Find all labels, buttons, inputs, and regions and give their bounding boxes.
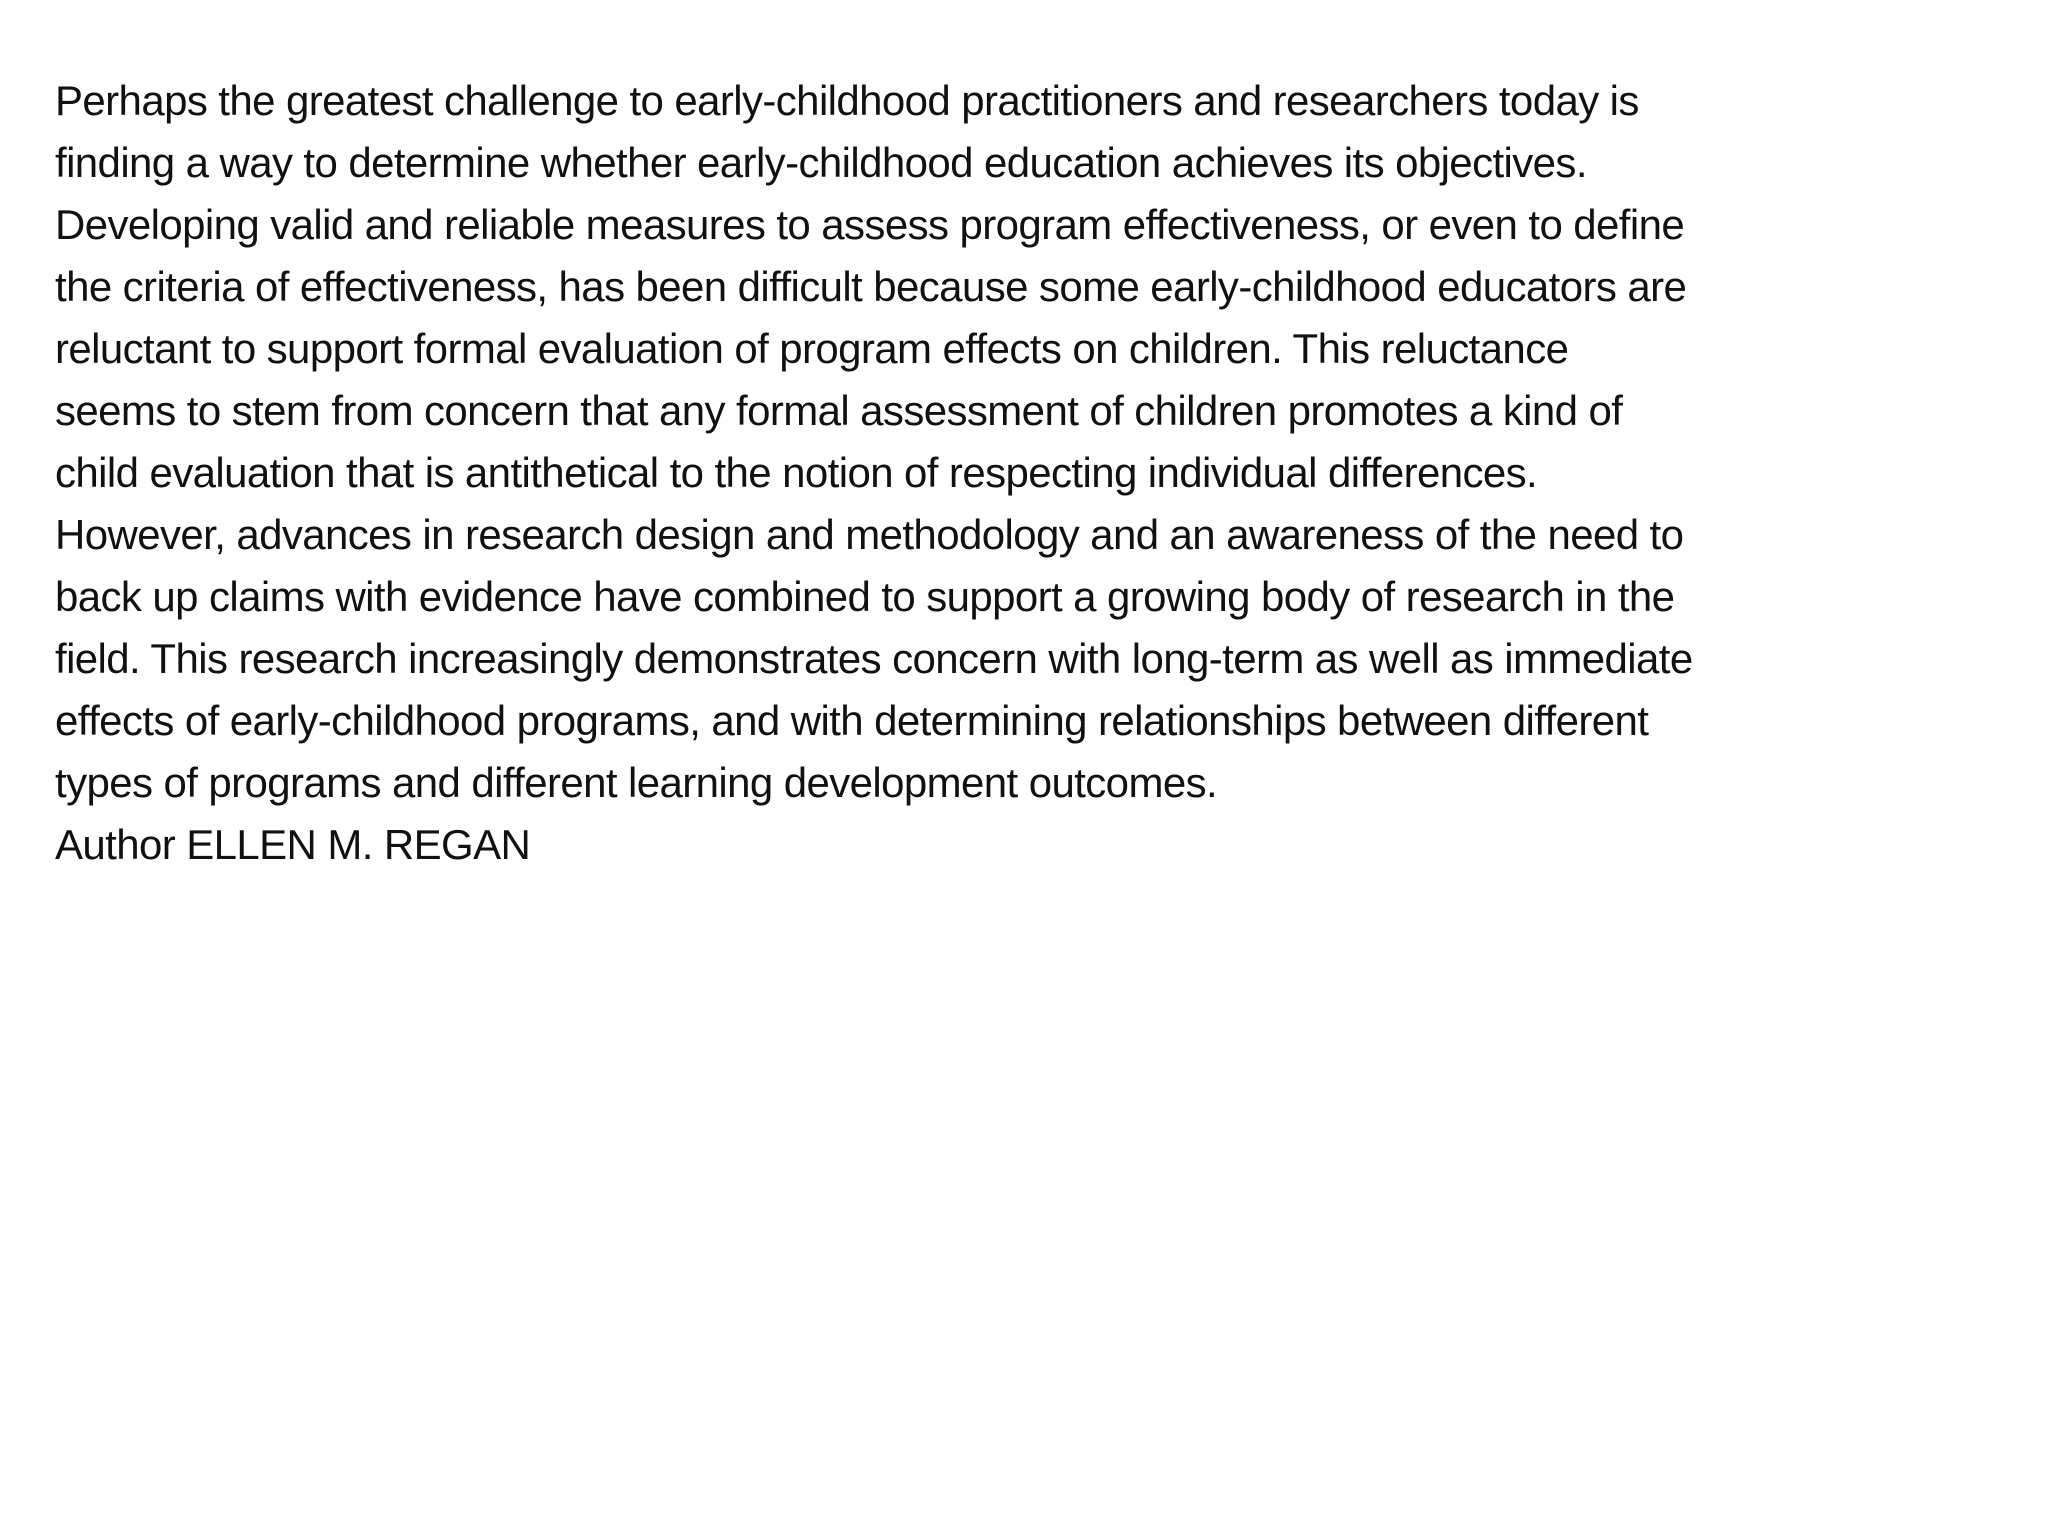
passage-line-10: field. This research increasingly demonstrates concern with long-term as well as immediate: [55, 635, 1693, 682]
passage-line-9: back up claims with evidence have combined to support a growing body of research in the: [55, 573, 1675, 620]
passage-line-4: the criteria of effectiveness, has been difficult because some early-childhood educators are: [55, 263, 1687, 310]
passage-line-11: effects of early-childhood programs, and with determining relationships between different: [55, 697, 1649, 744]
passage-line-2: finding a way to determine whether early-childhood education achieves its objectives.: [55, 139, 1587, 186]
author-line: Author ELLEN M. REGAN: [55, 821, 531, 868]
passage-line-8: However, advances in research design and methodology and an awareness of the need to: [55, 511, 1684, 558]
passage-line-12: types of programs and different learning development outcomes.: [55, 759, 1218, 806]
passage-line-3: Developing valid and reliable measures to assess program effectiveness, or even to define: [55, 201, 1685, 248]
passage-text: [55, 70, 2045, 876]
passage-line-7: child evaluation that is antithetical to the notion of respecting individual differences.: [55, 449, 1538, 496]
passage-line-1: Perhaps the greatest challenge to early-childhood practitioners and researchers today is: [55, 77, 1639, 124]
passage-line-5: reluctant to support formal evaluation of program effects on children. This reluctance: [55, 325, 1569, 372]
passage-line-6: seems to stem from concern that any formal assessment of children promotes a kind of: [55, 387, 1623, 434]
